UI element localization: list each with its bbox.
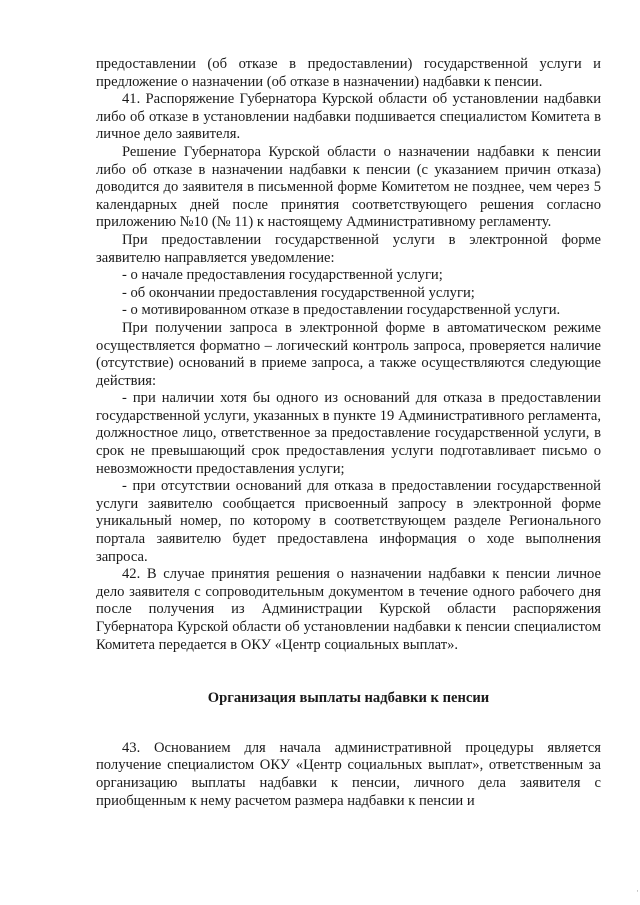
scan-edge-mark: · xyxy=(636,887,640,897)
list-item: - о мотивированном отказе в предоставлении государственной услуги. xyxy=(122,302,561,319)
list-item: - о начале предоставления государственной услуги; xyxy=(122,267,443,284)
paragraph-electronic-request: При получении запроса в электронной форме в автоматическом режиме осуществляется форматно – логический контроль запроса, проверяется наличие (отсутствие) оснований в приеме запроса, а также осуществляются следующие действия: xyxy=(96,319,601,389)
paragraph-refusal-case: - при наличии хотя бы одного из оснований для отказа в предоставлении государственной услуги, указанных в пункте 19 Административного регламента, должностное лицо, ответственное за предоставление государственной услуги, в срок не превышающий срок предоставления услуги подготавливает письмо о невозможности предоставления услуги; xyxy=(96,390,601,477)
section-heading: Организация выплаты надбавки к пенсии xyxy=(207,690,490,707)
paragraph-41: 41. Распоряжение Губернатора Курской области об установлении надбавки либо об отказе в установлении надбавки подшивается специалистом Комитета в личное дело заявителя. xyxy=(96,91,601,143)
list-item: - об окончании предоставления государственной услуги; xyxy=(122,284,475,301)
document-page xyxy=(96,56,601,810)
notification-list xyxy=(96,267,601,320)
paragraph-43: 43. Основанием для начала административной процедуры является получение специалистом ОКУ «Центр социальных выплат», ответственным за организацию выплаты надбавки к пенсии, личного дела заявителя с приобщенным к нему расчетом размера надбавки к пенсии и xyxy=(96,739,601,809)
paragraph-42: 42. В случае принятия решения о назначении надбавки к пенсии личное дело заявителя с сопроводительным документом в течение одного рабочего дня после получения из Администрации Курской области распоряжения Губернатора Курской области об установлении надбавки к пенсии специалистом Комитета передается в ОКУ «Центр социальных выплат». xyxy=(96,566,601,653)
paragraph-decision: Решение Губернатора Курской области о назначении надбавки к пенсии либо об отказе в назначении надбавки к пенсии (с указанием причин отказа) доводится до заявителя в письменной форме Комитетом не позднее, чем через 5 календарных дней после принятия соответствующего решения согласно приложению №10 (№ 11) к настоящему Административному регламенту. xyxy=(96,143,601,231)
paragraph-no-refusal-case: - при отсутствии оснований для отказа в предоставлении государственной услуги заявителю сообщается присвоенный запросу в электронной форме уникальный номер, по которому в соответствующем разделе Регионального портала заявителю будет предоставлена информация о ходе выполнения запроса. xyxy=(96,478,601,565)
paragraph-electronic-notice: При предоставлении государственной услуги в электронной форме заявителю направляется уведомление: xyxy=(96,231,601,266)
paragraph-continuation: предоставлении (об отказе в предоставлении) государственной услуги и предложение о назначении (об отказе в назначении) надбавки к пенсии. xyxy=(96,56,601,90)
